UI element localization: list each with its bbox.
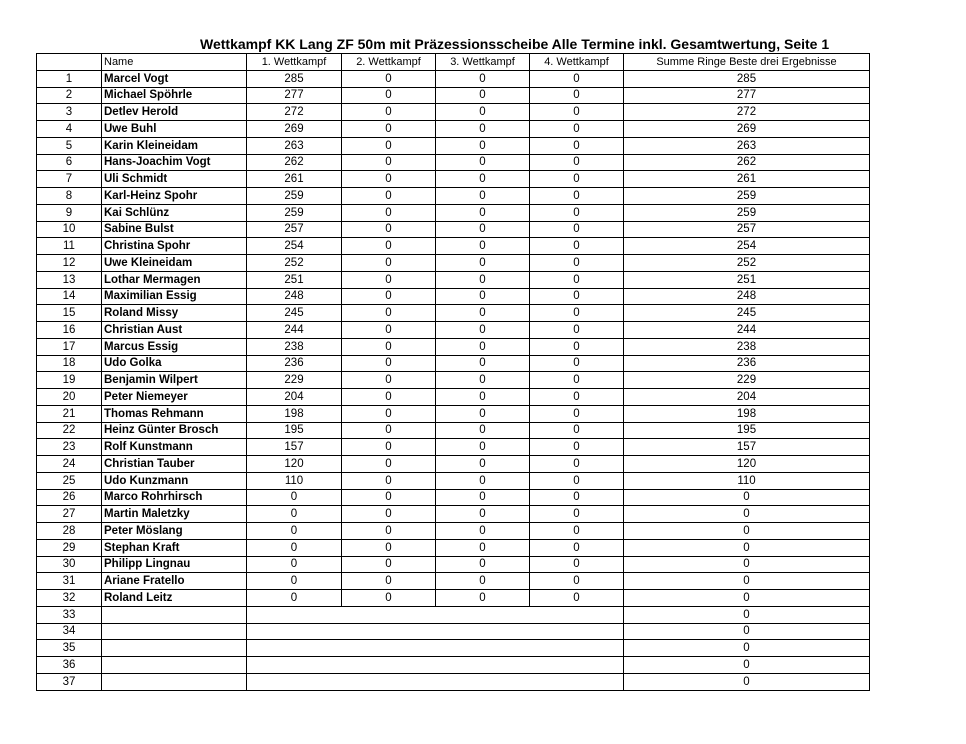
score-cell-w3: 0 <box>436 405 530 422</box>
score-cell-w2: 0 <box>342 539 436 556</box>
score-cell-w2: 0 <box>342 255 436 272</box>
rank-cell: 28 <box>37 523 102 540</box>
score-cell-w4: 0 <box>530 456 624 473</box>
score-cell-w2: 0 <box>342 523 436 540</box>
score-cell-w1: 259 <box>247 188 342 205</box>
score-cell-w1: 254 <box>247 238 342 255</box>
table-row <box>37 456 870 473</box>
score-cell-w3: 0 <box>436 489 530 506</box>
rank-cell: 12 <box>37 255 102 272</box>
score-cell-merged <box>247 673 624 690</box>
table-row <box>37 506 870 523</box>
sum-cell: 120 <box>624 456 870 473</box>
score-cell-w4: 0 <box>530 338 624 355</box>
score-cell-w4: 0 <box>530 322 624 339</box>
score-cell-w3: 0 <box>436 188 530 205</box>
name-cell: Christina Spohr <box>102 238 247 255</box>
score-cell-w4: 0 <box>530 271 624 288</box>
table-row <box>37 238 870 255</box>
table-row <box>37 657 870 674</box>
rank-cell: 33 <box>37 606 102 623</box>
sum-cell: 277 <box>624 87 870 104</box>
score-cell-w1: 244 <box>247 322 342 339</box>
name-cell: Sabine Bulst <box>102 221 247 238</box>
score-cell-w4: 0 <box>530 305 624 322</box>
header-wettkampf-3: 3. Wettkampf <box>436 54 530 71</box>
score-cell-w3: 0 <box>436 121 530 138</box>
score-cell-merged <box>247 606 624 623</box>
table-row <box>37 573 870 590</box>
score-cell-w1: 0 <box>247 573 342 590</box>
name-cell: Maximilian Essig <box>102 288 247 305</box>
name-cell: Benjamin Wilpert <box>102 372 247 389</box>
sum-cell: 252 <box>624 255 870 272</box>
score-cell-w4: 0 <box>530 288 624 305</box>
score-cell-w3: 0 <box>436 539 530 556</box>
name-cell: Karl-Heinz Spohr <box>102 188 247 205</box>
score-cell-w1: 0 <box>247 590 342 607</box>
rank-cell: 25 <box>37 472 102 489</box>
table-row <box>37 154 870 171</box>
name-cell: Roland Leitz <box>102 590 247 607</box>
sum-cell: 285 <box>624 70 870 87</box>
rank-cell: 35 <box>37 640 102 657</box>
score-cell-w1: 157 <box>247 439 342 456</box>
score-cell-w4: 0 <box>530 154 624 171</box>
sum-cell: 269 <box>624 121 870 138</box>
score-cell-w1: 269 <box>247 121 342 138</box>
score-cell-w3: 0 <box>436 556 530 573</box>
score-cell-merged <box>247 623 624 640</box>
rank-cell: 31 <box>37 573 102 590</box>
score-cell-w2: 0 <box>342 573 436 590</box>
score-cell-w2: 0 <box>342 305 436 322</box>
score-cell-w1: 263 <box>247 137 342 154</box>
score-cell-w3: 0 <box>436 422 530 439</box>
rank-cell: 32 <box>37 590 102 607</box>
score-cell-w2: 0 <box>342 238 436 255</box>
sum-cell: 0 <box>624 573 870 590</box>
score-cell-w1: 120 <box>247 456 342 473</box>
name-cell <box>102 673 247 690</box>
score-cell-w3: 0 <box>436 472 530 489</box>
rank-cell: 27 <box>37 506 102 523</box>
header-wettkampf-4: 4. Wettkampf <box>530 54 624 71</box>
table-row <box>37 288 870 305</box>
score-cell-w2: 0 <box>342 590 436 607</box>
score-cell-w3: 0 <box>436 204 530 221</box>
score-cell-w2: 0 <box>342 87 436 104</box>
score-cell-w4: 0 <box>530 221 624 238</box>
table-row <box>37 104 870 121</box>
score-cell-w4: 0 <box>530 590 624 607</box>
rank-cell: 7 <box>37 171 102 188</box>
rank-cell: 1 <box>37 70 102 87</box>
sum-cell: 204 <box>624 389 870 406</box>
score-cell-w3: 0 <box>436 137 530 154</box>
table-row <box>37 606 870 623</box>
rank-cell: 36 <box>37 657 102 674</box>
score-cell-w4: 0 <box>530 489 624 506</box>
score-cell-w2: 0 <box>342 70 436 87</box>
table-row <box>37 188 870 205</box>
rank-cell: 15 <box>37 305 102 322</box>
results-table <box>36 53 870 691</box>
header-rank-cell <box>37 54 102 71</box>
score-cell-w2: 0 <box>342 188 436 205</box>
score-cell-w4: 0 <box>530 405 624 422</box>
rank-cell: 13 <box>37 271 102 288</box>
score-cell-w3: 0 <box>436 171 530 188</box>
name-cell: Marcus Essig <box>102 338 247 355</box>
table-row <box>37 623 870 640</box>
table-row <box>37 472 870 489</box>
score-cell-w3: 0 <box>436 523 530 540</box>
score-cell-w1: 0 <box>247 539 342 556</box>
score-cell-w2: 0 <box>342 171 436 188</box>
table-row <box>37 338 870 355</box>
name-cell: Peter Niemeyer <box>102 389 247 406</box>
sum-cell: 263 <box>624 137 870 154</box>
sum-cell: 0 <box>624 606 870 623</box>
score-cell-w4: 0 <box>530 255 624 272</box>
score-cell-w1: 277 <box>247 87 342 104</box>
table-row <box>37 489 870 506</box>
sum-cell: 0 <box>624 623 870 640</box>
score-cell-w2: 0 <box>342 121 436 138</box>
score-cell-w4: 0 <box>530 204 624 221</box>
name-cell: Lothar Mermagen <box>102 271 247 288</box>
score-cell-w1: 236 <box>247 355 342 372</box>
table-row <box>37 271 870 288</box>
name-cell: Christian Aust <box>102 322 247 339</box>
name-cell: Udo Golka <box>102 355 247 372</box>
sum-cell: 0 <box>624 489 870 506</box>
rank-cell: 3 <box>37 104 102 121</box>
table-row <box>37 372 870 389</box>
score-cell-w1: 261 <box>247 171 342 188</box>
name-cell: Philipp Lingnau <box>102 556 247 573</box>
table-row <box>37 439 870 456</box>
score-cell-w4: 0 <box>530 238 624 255</box>
table-row <box>37 389 870 406</box>
score-cell-w3: 0 <box>436 271 530 288</box>
rank-cell: 23 <box>37 439 102 456</box>
score-cell-w3: 0 <box>436 573 530 590</box>
score-cell-w2: 0 <box>342 439 436 456</box>
name-cell <box>102 606 247 623</box>
rank-cell: 18 <box>37 355 102 372</box>
sum-cell: 195 <box>624 422 870 439</box>
score-cell-w3: 0 <box>436 305 530 322</box>
score-cell-w3: 0 <box>436 238 530 255</box>
score-cell-w2: 0 <box>342 556 436 573</box>
score-cell-w1: 0 <box>247 506 342 523</box>
sum-cell: 229 <box>624 372 870 389</box>
sum-cell: 257 <box>624 221 870 238</box>
score-cell-w1: 238 <box>247 338 342 355</box>
sum-cell: 261 <box>624 171 870 188</box>
rank-cell: 20 <box>37 389 102 406</box>
name-cell: Roland Missy <box>102 305 247 322</box>
table-row <box>37 70 870 87</box>
score-cell-w1: 0 <box>247 523 342 540</box>
sum-cell: 259 <box>624 204 870 221</box>
score-cell-w4: 0 <box>530 556 624 573</box>
sum-cell: 245 <box>624 305 870 322</box>
name-cell: Uli Schmidt <box>102 171 247 188</box>
table-row <box>37 673 870 690</box>
score-cell-w2: 0 <box>342 405 436 422</box>
score-cell-w1: 204 <box>247 389 342 406</box>
name-cell <box>102 623 247 640</box>
score-cell-merged <box>247 640 624 657</box>
score-cell-w4: 0 <box>530 372 624 389</box>
table-row <box>37 422 870 439</box>
rank-cell: 16 <box>37 322 102 339</box>
score-cell-w1: 229 <box>247 372 342 389</box>
score-cell-w1: 257 <box>247 221 342 238</box>
table-row <box>37 590 870 607</box>
rank-cell: 34 <box>37 623 102 640</box>
score-cell-w2: 0 <box>342 154 436 171</box>
score-cell-w4: 0 <box>530 539 624 556</box>
sum-cell: 254 <box>624 238 870 255</box>
score-cell-w2: 0 <box>342 204 436 221</box>
score-cell-w2: 0 <box>342 137 436 154</box>
sum-cell: 244 <box>624 322 870 339</box>
table-row <box>37 322 870 339</box>
score-cell-w4: 0 <box>530 523 624 540</box>
rank-cell: 14 <box>37 288 102 305</box>
name-cell: Uwe Buhl <box>102 121 247 138</box>
rank-cell: 10 <box>37 221 102 238</box>
sum-cell: 251 <box>624 271 870 288</box>
table-row <box>37 539 870 556</box>
score-cell-w3: 0 <box>436 389 530 406</box>
score-cell-w2: 0 <box>342 271 436 288</box>
score-cell-w3: 0 <box>436 338 530 355</box>
score-cell-w4: 0 <box>530 506 624 523</box>
table-body <box>37 54 870 691</box>
table-row <box>37 355 870 372</box>
rank-cell: 9 <box>37 204 102 221</box>
rank-cell: 6 <box>37 154 102 171</box>
score-cell-w1: 251 <box>247 271 342 288</box>
name-cell: Kai Schlünz <box>102 204 247 221</box>
name-cell: Detlev Herold <box>102 104 247 121</box>
score-cell-w1: 248 <box>247 288 342 305</box>
sum-cell: 0 <box>624 590 870 607</box>
score-cell-w1: 285 <box>247 70 342 87</box>
score-cell-w4: 0 <box>530 389 624 406</box>
rank-cell: 22 <box>37 422 102 439</box>
score-cell-w2: 0 <box>342 372 436 389</box>
table-row <box>37 87 870 104</box>
score-cell-w2: 0 <box>342 104 436 121</box>
name-cell: Thomas Rehmann <box>102 405 247 422</box>
sum-cell: 0 <box>624 523 870 540</box>
score-cell-w3: 0 <box>436 456 530 473</box>
score-cell-w1: 272 <box>247 104 342 121</box>
rank-cell: 30 <box>37 556 102 573</box>
name-cell: Stephan Kraft <box>102 539 247 556</box>
score-cell-w2: 0 <box>342 456 436 473</box>
score-cell-w3: 0 <box>436 506 530 523</box>
header-wettkampf-1: 1. Wettkampf <box>247 54 342 71</box>
table-row <box>37 523 870 540</box>
header-name: Name <box>102 54 247 71</box>
name-cell: Hans-Joachim Vogt <box>102 154 247 171</box>
table-row <box>37 171 870 188</box>
score-cell-w4: 0 <box>530 104 624 121</box>
rank-cell: 21 <box>37 405 102 422</box>
score-cell-w2: 0 <box>342 288 436 305</box>
sum-cell: 157 <box>624 439 870 456</box>
score-cell-w3: 0 <box>436 221 530 238</box>
rank-cell: 2 <box>37 87 102 104</box>
name-cell: Michael Spöhrle <box>102 87 247 104</box>
table-row <box>37 221 870 238</box>
score-cell-w4: 0 <box>530 439 624 456</box>
name-cell: Marco Rohrhirsch <box>102 489 247 506</box>
sum-cell: 238 <box>624 338 870 355</box>
sum-cell: 262 <box>624 154 870 171</box>
table-row <box>37 556 870 573</box>
name-cell: Uwe Kleineidam <box>102 255 247 272</box>
sum-cell: 0 <box>624 640 870 657</box>
sum-cell: 248 <box>624 288 870 305</box>
score-cell-w3: 0 <box>436 322 530 339</box>
score-cell-w4: 0 <box>530 472 624 489</box>
table-row <box>37 137 870 154</box>
name-cell: Marcel Vogt <box>102 70 247 87</box>
score-cell-w3: 0 <box>436 154 530 171</box>
sum-cell: 0 <box>624 556 870 573</box>
score-cell-w4: 0 <box>530 70 624 87</box>
rank-cell: 8 <box>37 188 102 205</box>
rank-cell: 4 <box>37 121 102 138</box>
rank-cell: 11 <box>37 238 102 255</box>
rank-cell: 26 <box>37 489 102 506</box>
score-cell-w3: 0 <box>436 355 530 372</box>
score-cell-w1: 0 <box>247 556 342 573</box>
score-cell-w1: 198 <box>247 405 342 422</box>
table-row <box>37 405 870 422</box>
name-cell: Rolf Kunstmann <box>102 439 247 456</box>
score-cell-w2: 0 <box>342 322 436 339</box>
page-title: Wettkampf KK Lang ZF 50m mit Präzessionsscheibe Alle Termine inkl. Gesamtwertung, Seite 1 <box>200 36 830 52</box>
rank-cell: 29 <box>37 539 102 556</box>
score-cell-w4: 0 <box>530 355 624 372</box>
score-cell-w4: 0 <box>530 188 624 205</box>
score-cell-w1: 245 <box>247 305 342 322</box>
score-cell-w1: 262 <box>247 154 342 171</box>
score-cell-w1: 110 <box>247 472 342 489</box>
sum-cell: 0 <box>624 506 870 523</box>
sum-cell: 0 <box>624 539 870 556</box>
score-cell-w3: 0 <box>436 87 530 104</box>
score-cell-w3: 0 <box>436 439 530 456</box>
score-cell-w1: 195 <box>247 422 342 439</box>
rank-cell: 5 <box>37 137 102 154</box>
table-row <box>37 255 870 272</box>
score-cell-w2: 0 <box>342 506 436 523</box>
score-cell-w3: 0 <box>436 255 530 272</box>
score-cell-w2: 0 <box>342 338 436 355</box>
header-sum: Summe Ringe Beste drei Ergebnisse <box>624 54 870 71</box>
name-cell: Karin Kleineidam <box>102 137 247 154</box>
header-row <box>37 54 870 71</box>
score-cell-w4: 0 <box>530 171 624 188</box>
name-cell <box>102 657 247 674</box>
sum-cell: 110 <box>624 472 870 489</box>
score-cell-w1: 0 <box>247 489 342 506</box>
table-row <box>37 305 870 322</box>
sum-cell: 259 <box>624 188 870 205</box>
score-cell-w3: 0 <box>436 372 530 389</box>
sum-cell: 272 <box>624 104 870 121</box>
rank-cell: 19 <box>37 372 102 389</box>
table-row <box>37 121 870 138</box>
table-row <box>37 640 870 657</box>
score-cell-w2: 0 <box>342 472 436 489</box>
score-cell-w2: 0 <box>342 355 436 372</box>
score-cell-w3: 0 <box>436 70 530 87</box>
name-cell: Christian Tauber <box>102 456 247 473</box>
score-cell-w1: 259 <box>247 204 342 221</box>
sum-cell: 0 <box>624 673 870 690</box>
rank-cell: 17 <box>37 338 102 355</box>
score-cell-w3: 0 <box>436 104 530 121</box>
score-cell-w2: 0 <box>342 422 436 439</box>
score-cell-w4: 0 <box>530 87 624 104</box>
name-cell: Peter Möslang <box>102 523 247 540</box>
sum-cell: 0 <box>624 657 870 674</box>
name-cell: Ariane Fratello <box>102 573 247 590</box>
score-cell-merged <box>247 657 624 674</box>
sum-cell: 198 <box>624 405 870 422</box>
score-cell-w2: 0 <box>342 489 436 506</box>
name-cell: Udo Kunzmann <box>102 472 247 489</box>
name-cell <box>102 640 247 657</box>
name-cell: Heinz Günter Brosch <box>102 422 247 439</box>
name-cell: Martin Maletzky <box>102 506 247 523</box>
score-cell-w4: 0 <box>530 422 624 439</box>
score-cell-w3: 0 <box>436 590 530 607</box>
score-cell-w3: 0 <box>436 288 530 305</box>
table-row <box>37 204 870 221</box>
score-cell-w2: 0 <box>342 221 436 238</box>
score-cell-w4: 0 <box>530 573 624 590</box>
score-cell-w4: 0 <box>530 121 624 138</box>
rank-cell: 37 <box>37 673 102 690</box>
score-cell-w4: 0 <box>530 137 624 154</box>
rank-cell: 24 <box>37 456 102 473</box>
score-cell-w1: 252 <box>247 255 342 272</box>
score-cell-w2: 0 <box>342 389 436 406</box>
sum-cell: 236 <box>624 355 870 372</box>
header-wettkampf-2: 2. Wettkampf <box>342 54 436 71</box>
